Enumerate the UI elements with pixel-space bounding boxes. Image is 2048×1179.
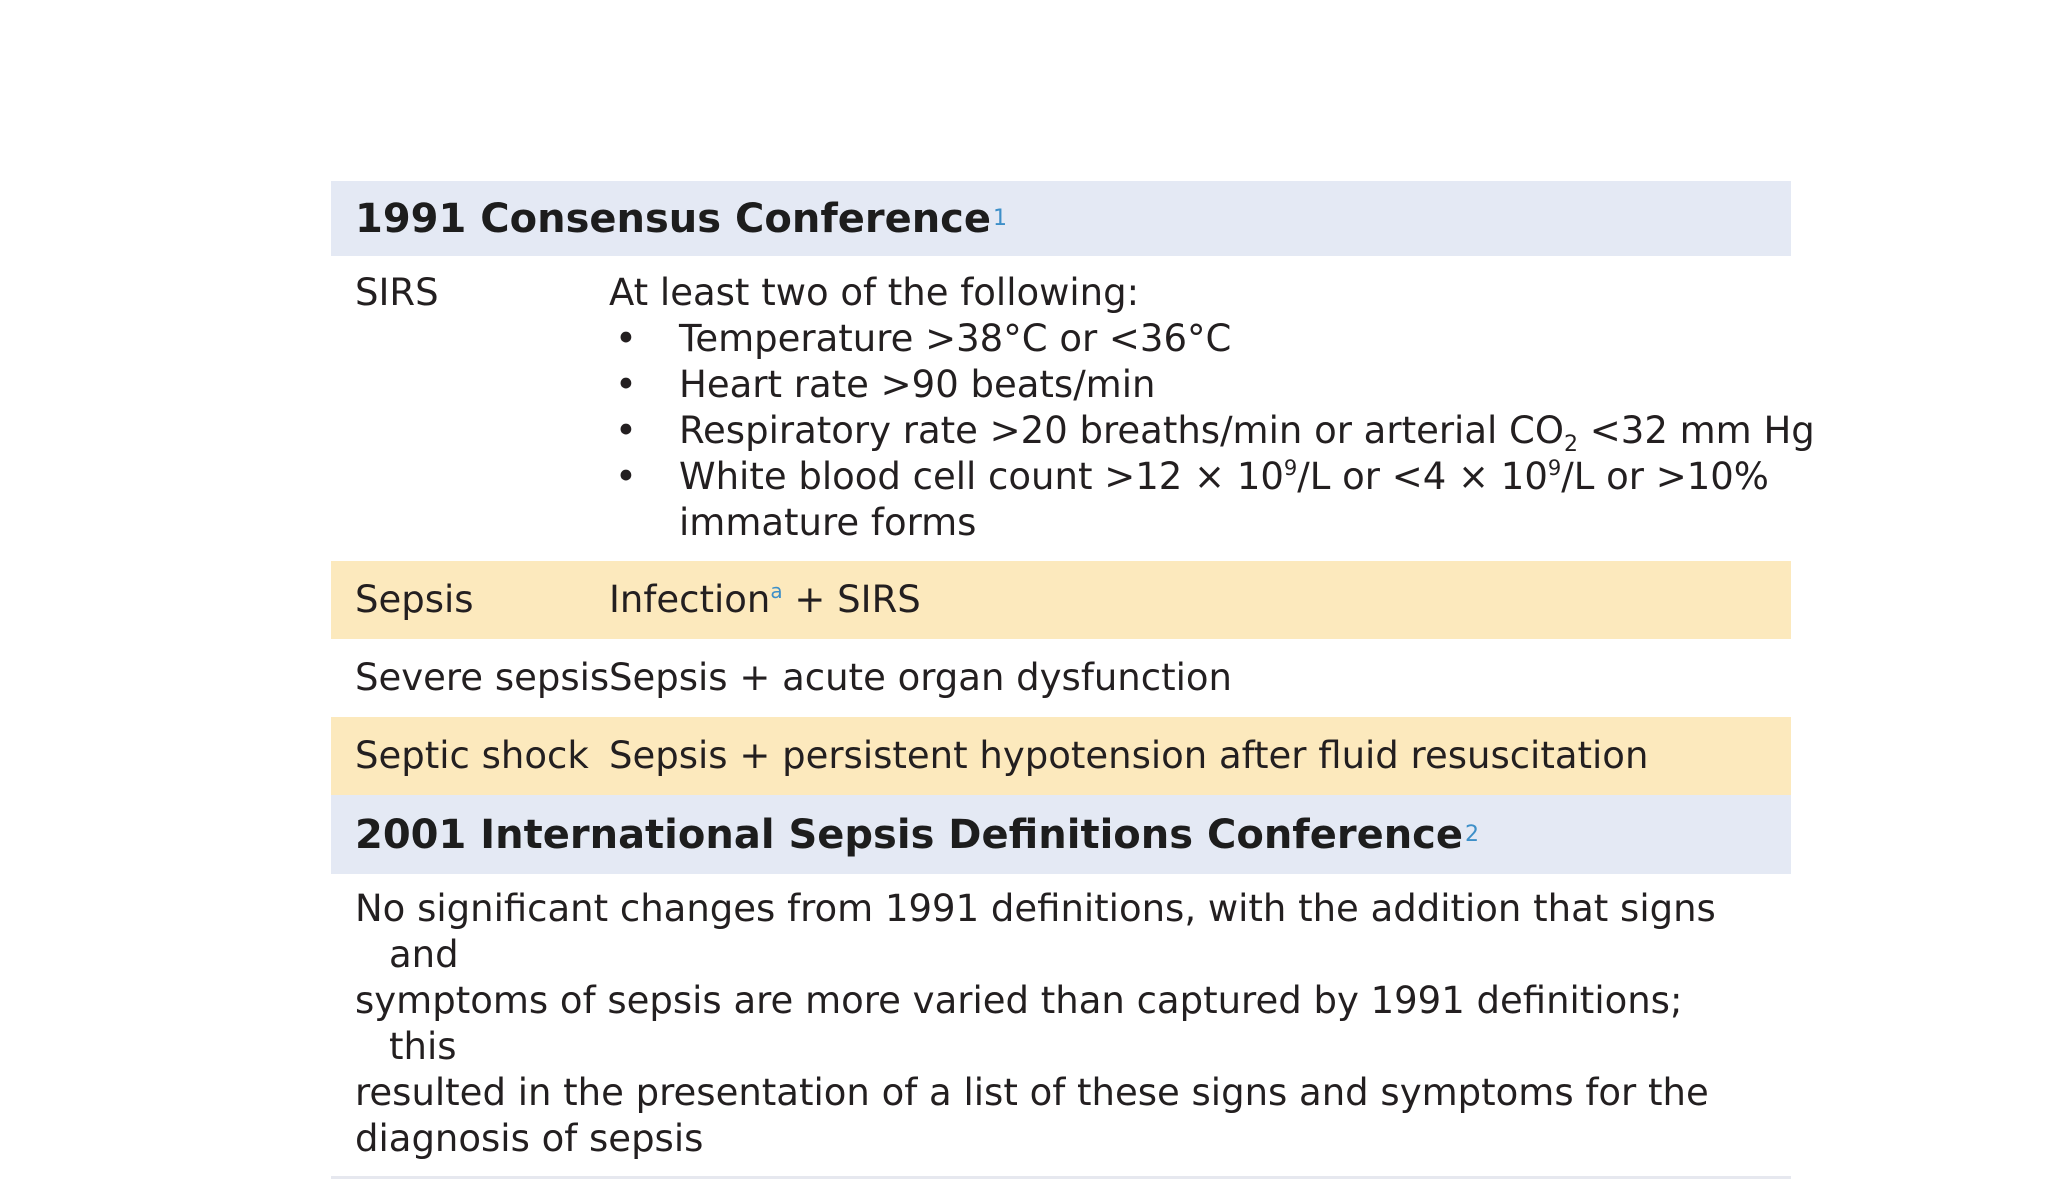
table-row-sirs [331,256,1815,561]
table-row-severe-sepsis [331,639,1791,717]
section-2001-note [331,874,1791,1179]
section-title-1991: 1991 Consensus Conference [355,195,992,242]
definition-septic-shock: Sepsis + persistent hypotension after fluid resuscitation [609,734,1649,777]
term-severe-sepsis: Severe sepsis [355,656,610,699]
term-sepsis: Sepsis [355,578,474,621]
list-item-heart-rate [609,362,1815,408]
criterion-respiratory-rate: Respiratory rate >20 breaths/min or arterial $CO_2 <32$ mm Hg [679,409,1815,457]
section-title-2001: 2001 International Sepsis Definitions Conference [355,811,1464,858]
list-item-respiratory-rate [609,408,1815,457]
sirs-criteria-list [609,316,1815,546]
sepsis-definitions-table [331,181,1815,1179]
criterion-heart-rate: Heart rate >90 beats/min [679,363,1156,406]
exponent: 9 [1547,456,1562,480]
definition-sirs [609,270,1815,546]
note-line: diagnosis of sepsis [355,1117,704,1160]
note-line: resulted in the presentation of a list of these signs and symptoms for the [355,1071,1709,1114]
criterion-temperature: Temperature >38°C or <36°C [679,317,1232,360]
bullet-icon: • [615,455,637,498]
bullet-icon: • [615,363,637,406]
list-item-temperature [609,316,1815,362]
term-sirs: SIRS [355,271,439,314]
exponent: 9 [1283,456,1298,480]
bullet-icon: • [615,409,637,452]
table-row-sepsis [331,561,1791,639]
footnote-marker-a: a [770,579,783,603]
note-line: symptoms of sepsis are more varied than captured by 1991 definitions; this [355,979,1683,1068]
definition-sepsis: Infection$^a$ + SIRS [609,578,921,621]
term-septic-shock: Septic shock [355,734,589,777]
list-item-wbc [609,454,1815,546]
sirs-intro: At least two of the following: [609,271,1140,314]
bullet-icon: • [615,317,637,360]
definition-severe-sepsis: Sepsis + acute organ dysfunction [609,656,1232,699]
criterion-wbc: White blood cell count $>12 \times 10^9/L$ or $<4 \times 10^9/L$ or >10% immature forms [679,455,1769,544]
section-header-2001: 2001 International Sepsis Definitions Conference 2 [331,795,1791,874]
section-header-1991: 1991 Consensus Conference 1 [331,181,1791,256]
criterion-wbc-line2: immature forms [679,501,977,544]
table-row-septic-shock [331,717,1791,795]
note-line: No significant changes from 1991 definitions, with the addition that signs and [355,887,1716,976]
co2-subscript: 2 [1564,432,1579,457]
